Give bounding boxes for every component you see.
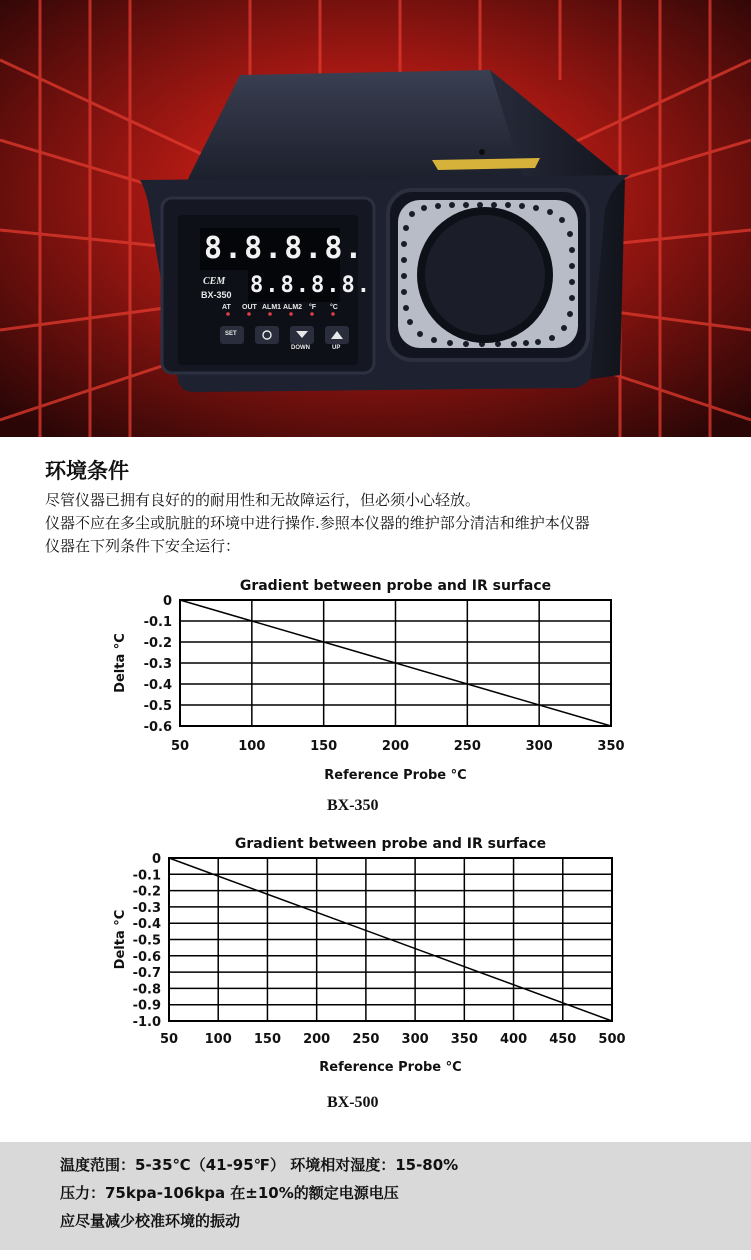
y-tick-label: -0.5 bbox=[143, 699, 172, 714]
display-top: 8.8.8.8. bbox=[204, 231, 365, 266]
x-tick-label: 100 bbox=[204, 1032, 232, 1047]
y-tick-label: 0 bbox=[151, 852, 161, 867]
device-model: BX-350 bbox=[201, 290, 232, 300]
chart-title: Gradient between probe and IR surface bbox=[234, 836, 547, 852]
x-tick-label: 300 bbox=[401, 1032, 429, 1047]
indicator-label: ALM2 bbox=[283, 304, 303, 311]
paragraph: 尽管仪器已拥有良好的的耐用性和无故障运行，但必须小心轻放。 bbox=[45, 491, 481, 509]
y-tick-label: -0.8 bbox=[132, 982, 161, 998]
chart-svg bbox=[0, 570, 751, 785]
indicator-label: ALM1 bbox=[262, 304, 282, 311]
y-tick-label: -0.9 bbox=[132, 998, 161, 1014]
x-tick-label: 250 bbox=[352, 1032, 380, 1047]
y-tick-label: -0.3 bbox=[143, 657, 172, 672]
x-tick-label: 350 bbox=[597, 739, 625, 754]
section-title: 环境条件 bbox=[45, 459, 129, 483]
x-tick-label: 250 bbox=[453, 739, 481, 754]
x-axis-label: Reference Probe °C bbox=[319, 1060, 462, 1075]
y-tick-label: -0.7 bbox=[132, 966, 161, 982]
spec-line: 温度范围：5-35℃（41-95℉） 环境相对湿度：15-80% bbox=[60, 1156, 459, 1174]
indicator-label: °F bbox=[309, 304, 317, 311]
x-axis-label: Reference Probe °C bbox=[324, 768, 467, 783]
x-tick-label: 400 bbox=[499, 1032, 528, 1047]
specs-panel bbox=[0, 1142, 751, 1250]
y-tick-label: -0.2 bbox=[132, 884, 161, 900]
indicator-label: OUT bbox=[242, 304, 257, 311]
chart-caption: BX-350 bbox=[327, 797, 379, 814]
y-tick-label: -0.6 bbox=[132, 949, 161, 965]
device-brand: CEM bbox=[203, 276, 226, 287]
set-button-label: SET bbox=[225, 331, 237, 337]
up-button-label: UP bbox=[332, 345, 341, 351]
x-tick-label: 100 bbox=[238, 739, 266, 754]
product-photo bbox=[0, 0, 751, 437]
down-button-label: DOWN bbox=[291, 345, 310, 351]
y-tick-label: -0.1 bbox=[143, 615, 172, 630]
display-bottom: 8.8.8.8. bbox=[250, 273, 372, 298]
chart-caption: BX-500 bbox=[327, 1094, 379, 1111]
x-tick-label: 150 bbox=[253, 1032, 282, 1047]
chart-svg bbox=[0, 828, 751, 1078]
indicator-label: AT bbox=[222, 304, 231, 311]
spec-line: 应尽量减少校准环境的振动 bbox=[60, 1212, 241, 1230]
x-tick-label: 300 bbox=[525, 739, 553, 754]
x-tick-label: 500 bbox=[598, 1032, 626, 1047]
chart-title: Gradient between probe and IR surface bbox=[239, 578, 552, 594]
chart-bx500 bbox=[0, 828, 751, 1078]
y-tick-label: -0.5 bbox=[132, 933, 161, 949]
x-tick-label: 50 bbox=[159, 1032, 179, 1047]
x-tick-label: 450 bbox=[549, 1032, 577, 1047]
x-tick-label: 50 bbox=[170, 739, 190, 754]
indicator-label: °C bbox=[330, 304, 338, 311]
y-tick-label: -0.3 bbox=[132, 900, 161, 916]
y-tick-label: -0.6 bbox=[143, 720, 172, 735]
y-axis-label: Delta °C bbox=[113, 633, 128, 693]
chart-bx350 bbox=[0, 570, 751, 785]
y-axis-label: Delta °C bbox=[113, 909, 128, 970]
y-tick-label: -0.1 bbox=[132, 868, 161, 884]
spec-line: 压力：75kpa-106kpa 在±10%的额定电源电压 bbox=[60, 1184, 399, 1202]
paragraph: 仪器不应在多尘或肮脏的环境中进行操作.参照本仪器的维护部分清洁和维护本仪器 bbox=[45, 514, 590, 532]
y-tick-label: -0.2 bbox=[143, 636, 172, 651]
y-tick-label: -0.4 bbox=[143, 678, 172, 693]
x-tick-label: 200 bbox=[381, 739, 410, 754]
product-illustration bbox=[0, 0, 751, 437]
x-tick-label: 350 bbox=[450, 1032, 478, 1047]
y-tick-label: 0 bbox=[162, 594, 172, 609]
y-tick-label: -1.0 bbox=[132, 1015, 161, 1030]
x-tick-label: 200 bbox=[303, 1032, 331, 1047]
paragraph: 仪器在下列条件下安全运行： bbox=[45, 537, 241, 555]
x-tick-label: 150 bbox=[310, 739, 338, 754]
y-tick-label: -0.4 bbox=[132, 917, 161, 933]
